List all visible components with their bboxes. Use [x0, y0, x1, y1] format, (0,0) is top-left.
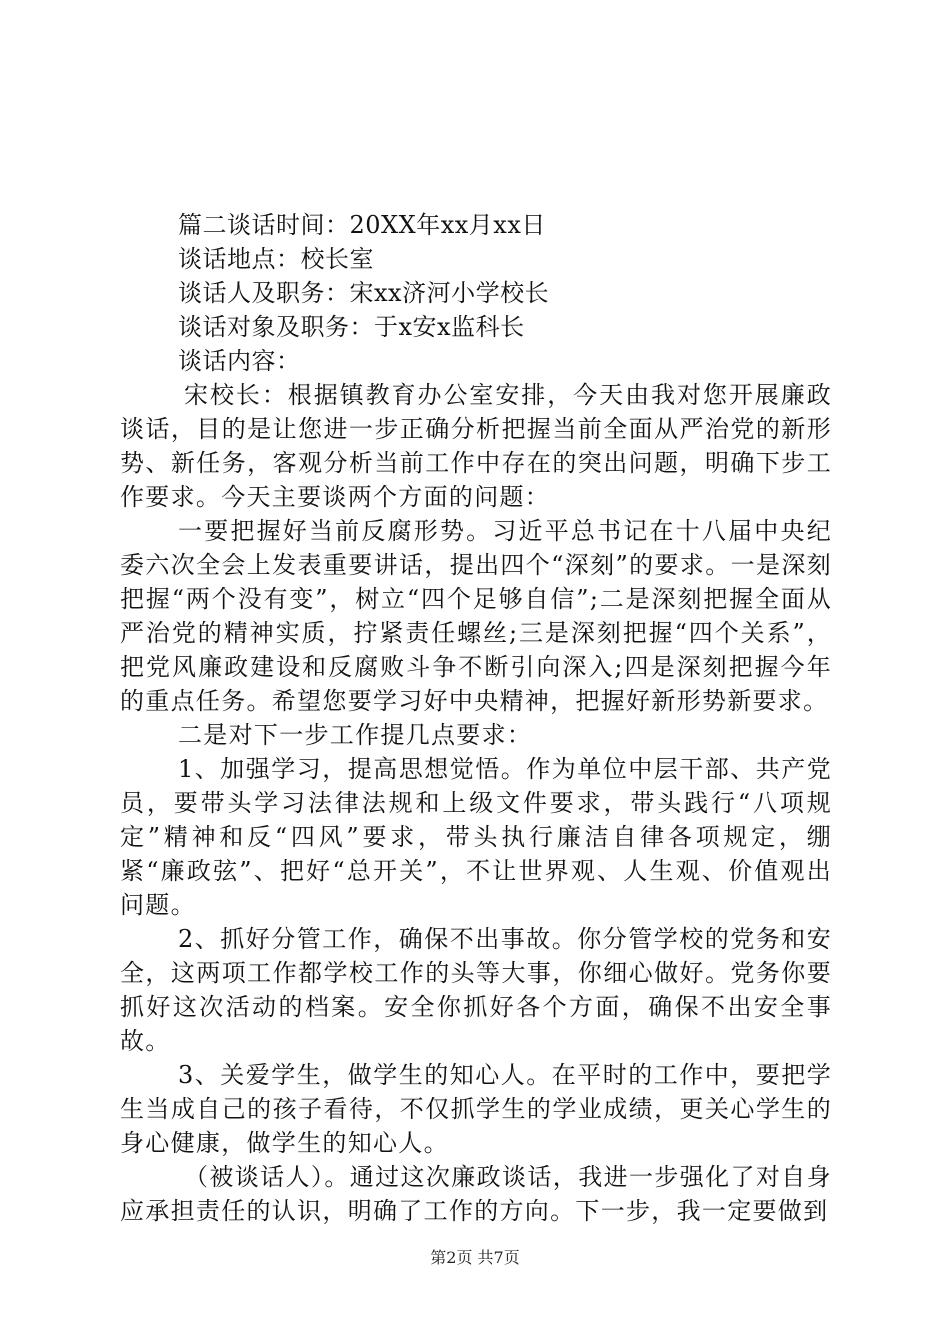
- requirement-1-paragraph: 1、加强学习，提高思想觉悟。作为单位中层干部、共产党员，要带头学习法律法规和上级文件要求，带头践行“八项规定”精神和反“四风”要求，带头执行廉洁自律各项规定，绷紧“廉政弦”、把好“总开关”，不让世界观、人生观、价值观出问题。: [120, 755, 832, 919]
- requirement-2-paragraph: 2、抓好分管工作，确保不出事故。你分管学校的党务和安全，这两项工作都学校工作的头等大事，你细心做好。党务你要抓好这次活动的档案。安全你抓好各个方面，确保不出安全事故。: [120, 925, 832, 1055]
- requirement-3-paragraph: 3、关爱学生，做学生的知心人。在平时的工作中，要把学生当成自己的孩子看待，不仅抓学生的学业成绩，更关心学生的身心健康，做学生的知心人。: [120, 1061, 832, 1157]
- talk-time-line: 篇二谈话时间：20XX年xx月xx日: [178, 211, 546, 239]
- document-body: [120, 208, 832, 1228]
- talker-line: 谈话人及职务：宋xx济河小学校长: [178, 279, 550, 307]
- talk-content-label: 谈话内容：: [178, 347, 301, 375]
- talk-subject-line: 谈话对象及职务：于x安x监科长: [178, 313, 525, 341]
- requirements-heading-paragraph: 二是对下一步工作提几点要求：: [178, 721, 533, 749]
- anti-corruption-situation-paragraph: 一要把握好当前反腐形势。习近平总书记在十八届中央纪委六次全会上发表重要讲话，提出四个“深刻”的要求。一是深刻把握“两个没有变”，树立“四个足够自信”;二是深刻把握全面从严治党的精神实质，拧紧责任螺丝;三是深刻把握“四个关系”，把党风廉政建设和反腐败斗争不断引向深入;四是深刻把握今年的重点任务。希望您要学习好中央精神，把握好新形势新要求。: [120, 517, 832, 715]
- interviewee-response-paragraph: （被谈话人）。通过这次廉政谈话，我进一步强化了对自身应承担责任的认识，明确了工作的方向。下一步，我一定要做到: [120, 1163, 832, 1225]
- principal-opening-paragraph: 宋校长：根据镇教育办公室安排，今天由我对您开展廉政谈话，目的是让您进一步正确分析把握当前全面从严治党的新形势、新任务，客观分析当前工作中存在的突出问题，明确下步工作要求。今天主要谈两个方面的问题：: [120, 381, 832, 511]
- talk-location-line: 谈话地点：校长室: [178, 245, 374, 273]
- page-number-footer: 第2页 共7页: [430, 1248, 520, 1267]
